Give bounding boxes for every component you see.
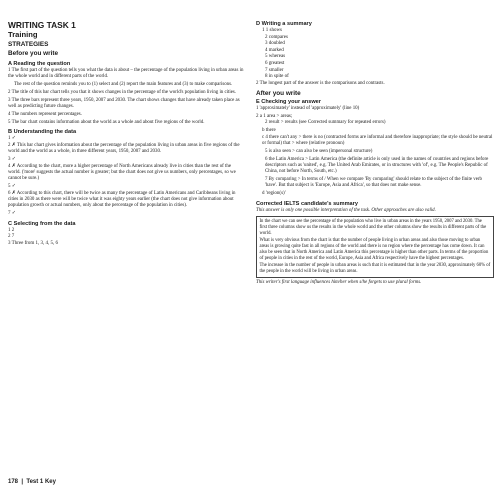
footer-label: Test 1 Key: [26, 479, 56, 485]
b3-text: 3 ✓: [8, 157, 16, 163]
after-heading: After you write: [256, 89, 301, 97]
corrected-heading: Corrected IELTS candidate's summary: [256, 200, 358, 207]
section-c-heading: C Selecting from the data: [8, 220, 76, 227]
e2c-text: b there: [262, 128, 276, 134]
a3-text: 3 The three bars represent three years, 1950, 2007 and 2030. The chart shows changes that have already taken place as well as predicting future changes.: [8, 97, 240, 110]
list-item: 4 marked: [265, 47, 284, 53]
list-item: 2 compares: [265, 34, 288, 40]
a5-text: 5 The bar chart contains information about the world as a whole and about five regions of the world.: [8, 120, 205, 126]
list-item: 3 doubled: [265, 41, 285, 47]
e2d-text: c 4 there can't any > there is no (contracted forms are informal and therefore inappropriate; the style should be neutral or formal) that > where (relative pronoun): [262, 134, 493, 146]
summary-paragraph-2: What is very obvious from the chart is that the number of people living in urban areas and also those moving to urban areas is growing quite fast in all regions of the world and there is no region where the percentage has come down. It can also be seen that in North America and Latin America this percentage is higher than other parts. In terms of the proportion of people in cities in the rest of the world, Europe, Asia and Africa respectively have the highest percentages.: [259, 237, 489, 261]
e2e-text: 5 is also seen > can also be seen (impersonal structure): [265, 148, 373, 154]
e2f-text: 6 the Latin America > Latin America (the definite article is only used in the names of countries and regions before descriptors such as 'united', e.g. The United Arab Emirates, or in structures with 'of', e.g. The People's Republic of China, not before North, South, etc.): [265, 156, 489, 175]
section-e-heading: E Checking your answer: [256, 98, 321, 105]
left-column: [8, 20, 244, 248]
list-item: 5 whereas: [265, 54, 286, 60]
list-item: 6 greatest: [265, 60, 285, 66]
training-heading: Training: [8, 30, 38, 39]
closing-note: This writer's first language influences him/her when s/he forgets to use plural forms.: [256, 280, 422, 286]
summary-paragraph-3: The increase in the number of people in urban areas is such that it is estimated that in the year 2030, approximately 60% of the people in the world will be living in urban areas.: [259, 262, 491, 274]
strategies-heading: STRATEGIES: [8, 41, 49, 48]
d-answer-list: [256, 28, 494, 81]
corrected-note: This answer is only one possible interpretation of the task. Other approaches are also valid.: [256, 207, 436, 213]
e1-text: 1 'approximately' instead of 'approximately' (line 10): [256, 105, 360, 111]
b2-text: 2 ✗ This bar chart gives information about the percentage of the population living in urban areas in five regions of the world and the world as a whole, in three different years, 1950, 2007 and 2030.: [8, 142, 240, 155]
list-item: 1 1 shows: [262, 28, 283, 33]
summary-paragraph-1: In the chart we can see the percentage of the population who live in urban areas in the years 1950, 2007 and 2030. The first three columns show us the results in the whole world and the other columns show the results in different parts of the world.: [259, 219, 487, 237]
e2h-text: d 'region(s)': [262, 191, 286, 197]
a1b-text: The rest of the question reminds you to (1) select and (2) report the main features and (3) to make comparisons.: [14, 82, 233, 88]
c2-text: 2 7: [8, 234, 15, 240]
section-title: WRITING TASK 1: [8, 20, 76, 30]
right-column: [256, 20, 494, 288]
e2a-text: 2 a 1 area > areas;: [256, 113, 293, 119]
a1-text: 1 The first part of the question tells you what the data is about – the percentage of the population living in urban areas in the whole world and in different parts of the world.: [8, 68, 244, 80]
section-d-heading: D Writing a summary: [256, 21, 312, 27]
section-b-heading: B Understanding the data: [8, 129, 77, 136]
a2-text: 2 The title of this bar chart tells you that it shows changes in the percentage of the world's population living in cities.: [8, 90, 237, 96]
list-item: 8 in spite of: [265, 74, 289, 80]
page-number: 178: [8, 479, 19, 485]
a4-text: 4 The numbers represent percentages.: [8, 112, 82, 118]
b6-text: 6 ✗ According to this chart, there will be twice as many the percentage of Latin Americans and Caribbeans living in cities in 2030 as there were will be twice what it was eighty years earlier (the chart does not give information about population growth or actual numbers, only about the percentage of the population in cities).: [8, 190, 236, 209]
c3-text: 3 Three from 1, 3, 4, 5, 6: [8, 241, 59, 247]
d2-text: 2 The longest part of the answer is the comparisons and contrasts.: [256, 80, 385, 86]
e2g-text: 7 By comparing > In terms of / When we compare 'By comparing' should relate to the subject of the finite verb 'have'. But that subject is 'Europe, Asia and Africa', so that does not make sense.: [265, 177, 482, 189]
section-a-heading: A Reading the question: [8, 61, 71, 67]
b7-text: 7 ✓: [8, 211, 16, 217]
b4-text: 4 ✗ According to the chart, more a higher percentage of North Americans already live in cities than the rest of the world. ('more' suggests the actual number is greater; but the chart does not give us numbers, only percentages, so we cannot be sure.): [8, 163, 236, 182]
before-heading: Before you write: [8, 50, 59, 57]
corrected-summary-box: [256, 216, 494, 278]
e2b-text: 2 result > results (see Corrected summary for repeated errors): [265, 120, 386, 126]
b5-text: 5 ✓: [8, 184, 16, 190]
c1-text: 1 2: [8, 227, 15, 233]
list-item: 7 smaller: [265, 67, 284, 73]
page-footer: 178 | Test 1 Key: [8, 479, 56, 485]
b1-text: 1 ✓: [8, 136, 16, 142]
